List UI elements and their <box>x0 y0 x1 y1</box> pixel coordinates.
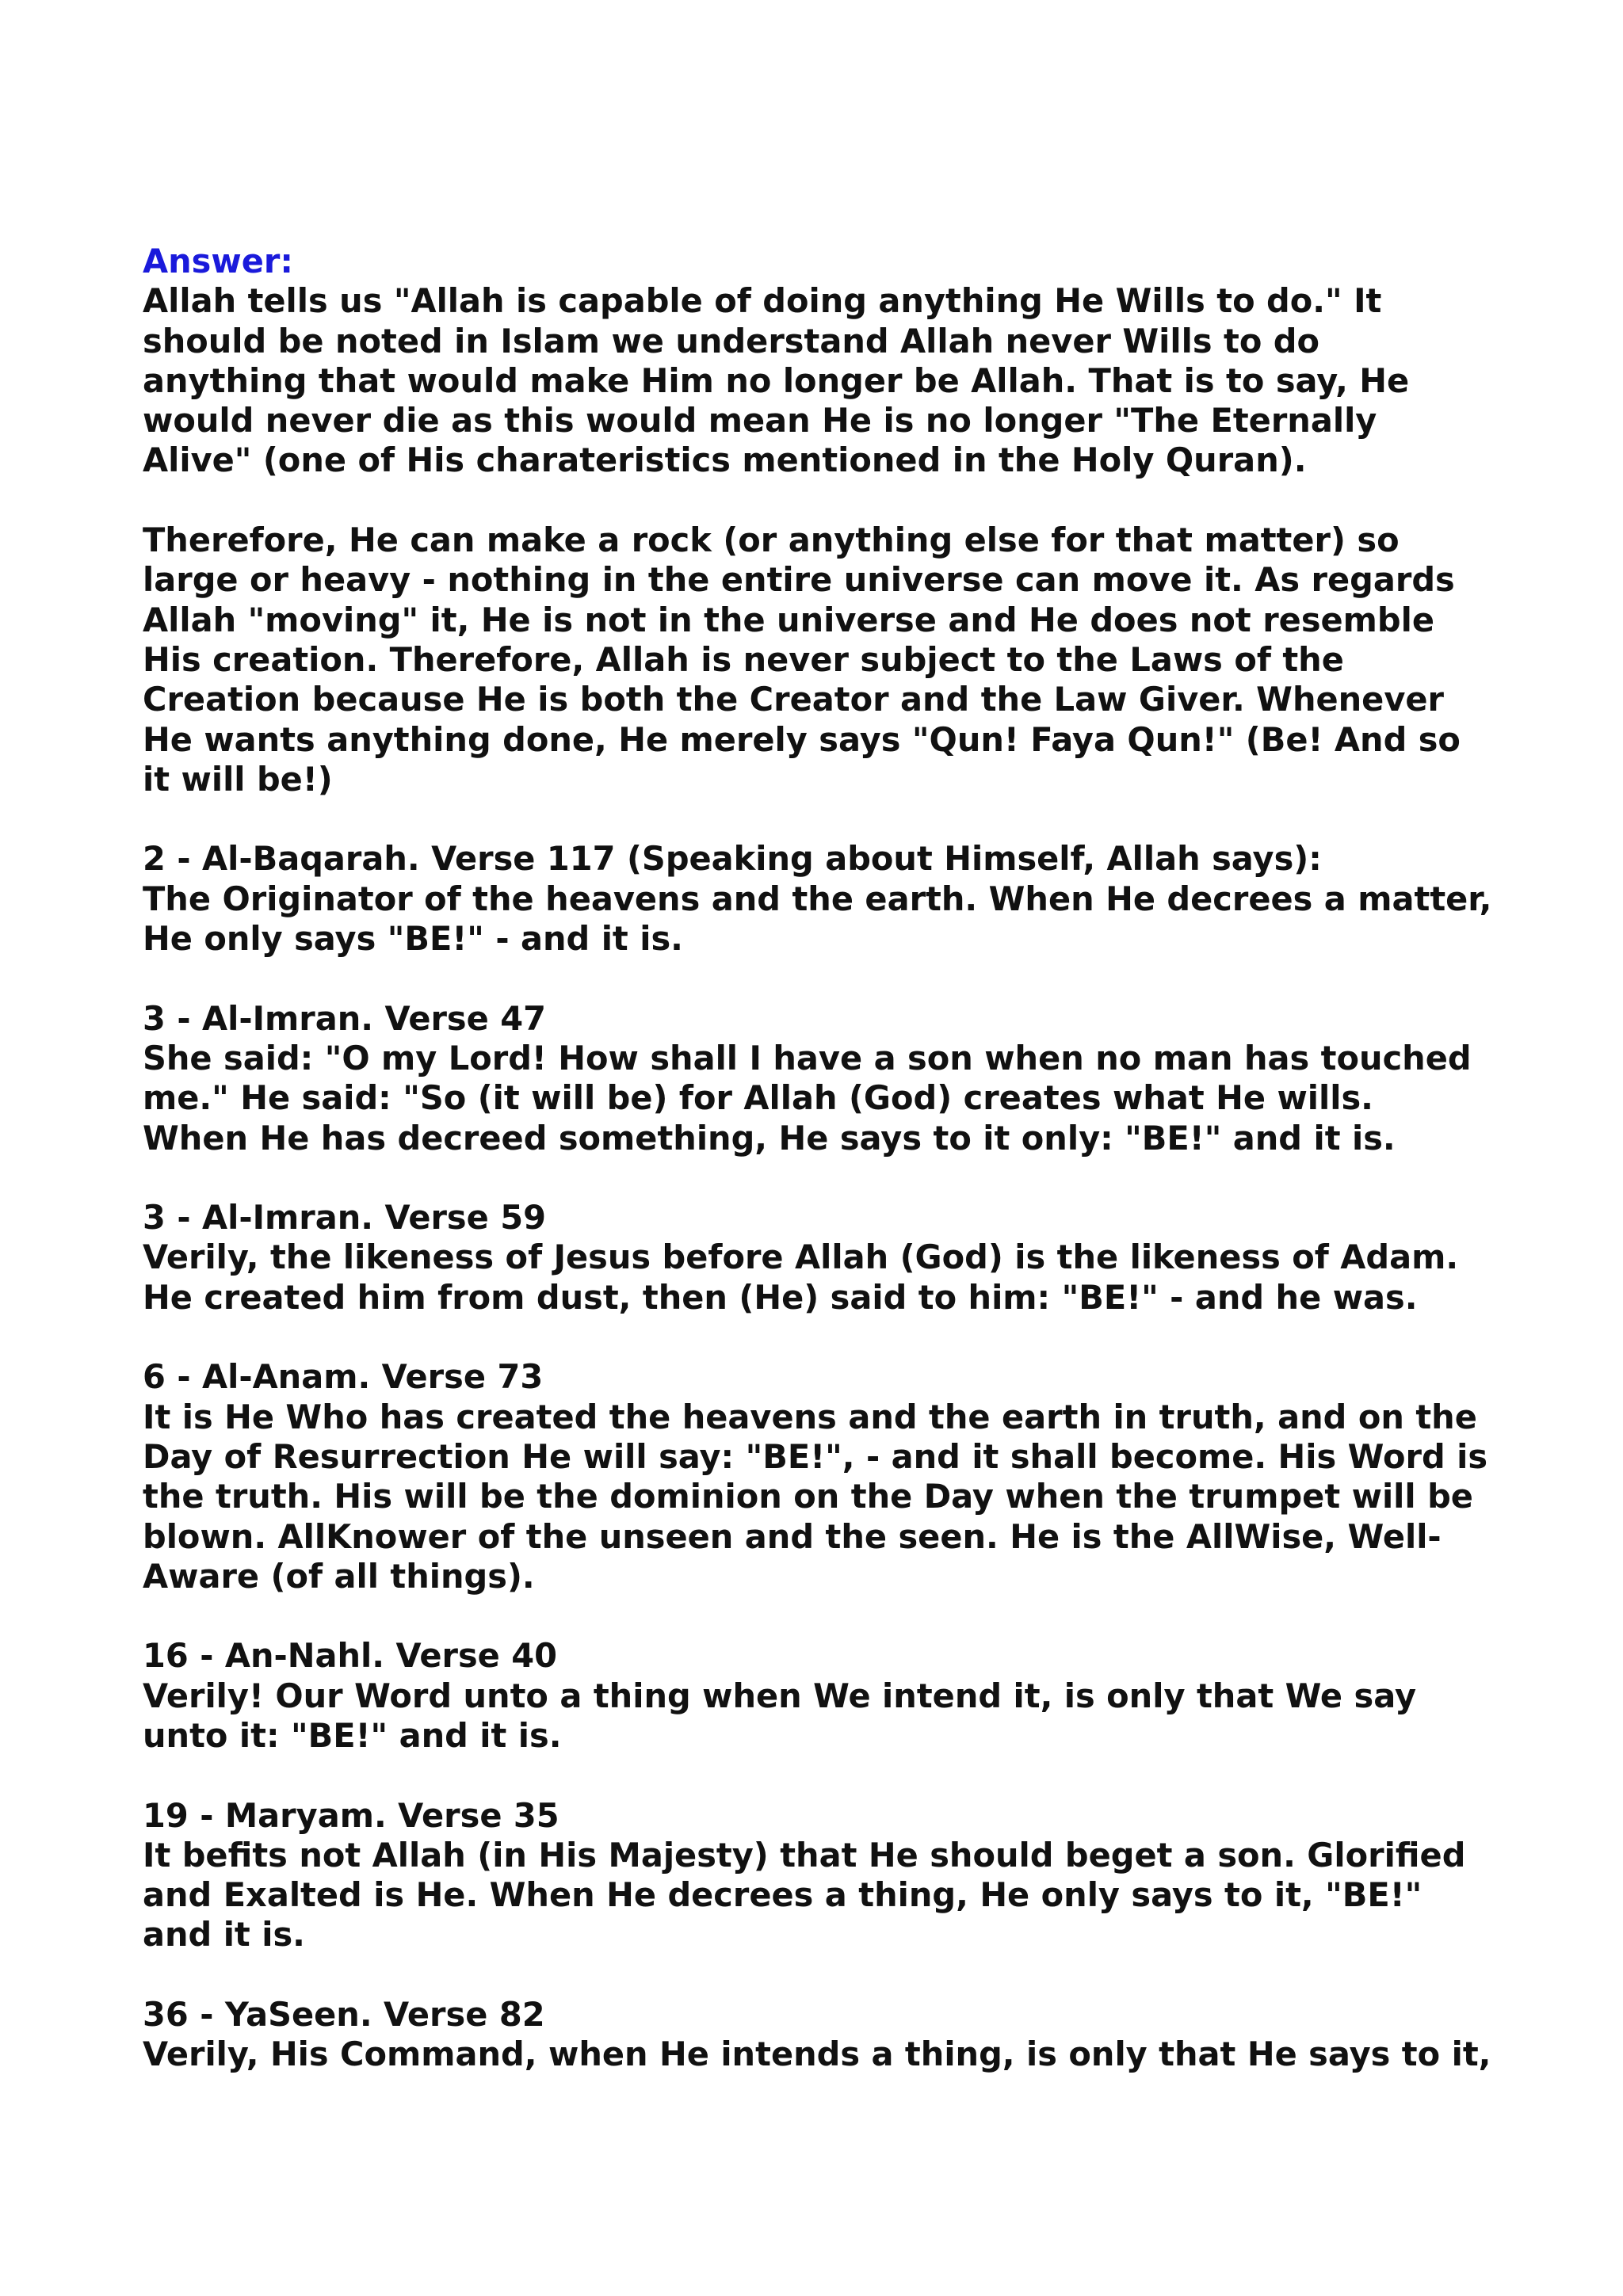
verse-text-line: She said: "O my Lord! How shall I have a son when no man has touched <box>143 1038 1472 1077</box>
text-line: He wants anything done, He merely says "Qun! Faya Qun!" (Be! And so <box>143 719 1461 759</box>
verse-text-line: He created him from dust, then (He) said to him: "BE!" - and he was. <box>143 1277 1418 1317</box>
verse-heading: 16 - An-Nahl. Verse 40 <box>143 1636 557 1676</box>
verse-text-line: It befits not Allah (in His Majesty) that He should beget a son. Glorified <box>143 1835 1466 1875</box>
text-line: Alive" (one of His charateristics mentioned in the Holy Quran). <box>143 441 1307 480</box>
verse-text-line: Verily, His Command, when He intends a thing, is only that He says to it, <box>143 2035 1491 2074</box>
verse-heading: 2 - Al-Baqarah. Verse 117 (Speaking about Himself, Allah says): <box>143 839 1322 879</box>
verse-text-line: blown. AllKnower of the unseen and the seen. He is the AllWise, Well- <box>143 1516 1442 1556</box>
verse-text-line: Verily! Our Word unto a thing when We intend it, is only that We say <box>143 1676 1416 1715</box>
verse-block-yaseen-82 <box>143 1995 1537 2075</box>
verse-text-line: me." He said: "So (it will be) for Allah (God) creates what He wills. <box>143 1078 1373 1118</box>
paragraph-gap <box>143 1596 1537 1636</box>
paragraph-gap <box>143 1955 1537 1995</box>
paragraph-gap <box>143 1158 1537 1198</box>
text-line: Allah "moving" it, He is not in the universe and He does not resemble <box>143 600 1434 639</box>
paragraph-gap <box>143 1318 1537 1357</box>
verse-text-line: and Exalted is He. When He decrees a thing, He only says to it, "BE!" <box>143 1875 1423 1915</box>
verse-text-line: The Originator of the heavens and the earth. When He decrees a matter, <box>143 879 1492 918</box>
verse-text-line: He only says "BE!" - and it is. <box>143 919 683 959</box>
verse-text-line: and it is. <box>143 1915 305 1955</box>
answer-label: Answer: <box>143 242 293 280</box>
document-page <box>143 242 1537 2075</box>
paragraph-gap <box>143 481 1537 521</box>
text-line: anything that would make Him no longer be Allah. That is to say, He <box>143 360 1410 400</box>
verse-block-al-baqarah-117 <box>143 839 1537 959</box>
verse-heading: 3 - Al-Imran. Verse 47 <box>143 998 546 1038</box>
verse-text-line: the truth. His will be the dominion on the Day when the trumpet will be <box>143 1477 1473 1516</box>
text-line: Creation because He is both the Creator and the Law Giver. Whenever <box>143 680 1444 719</box>
verse-block-al-imran-59 <box>143 1198 1537 1318</box>
text-line: Therefore, He can make a rock (or anything else for that matter) so <box>143 521 1400 560</box>
verse-block-maryam-35 <box>143 1796 1537 1955</box>
text-line: it will be!) <box>143 759 333 799</box>
text-line: should be noted in Islam we understand Allah never Wills to do <box>143 321 1320 360</box>
text-line: His creation. Therefore, Allah is never subject to the Laws of the <box>143 639 1344 679</box>
verse-heading: 3 - Al-Imran. Verse 59 <box>143 1198 546 1238</box>
text-line: would never die as this would mean He is no longer "The Eternally <box>143 401 1377 441</box>
paragraph-gap <box>143 799 1537 839</box>
paragraph-gap <box>143 959 1537 998</box>
verse-text-line: Verily, the likeness of Jesus before Allah (God) is the likeness of Adam. <box>143 1238 1459 1277</box>
paragraph-intro <box>143 281 1537 480</box>
verse-heading: 36 - YaSeen. Verse 82 <box>143 1995 545 2035</box>
verse-text-line: unto it: "BE!" and it is. <box>143 1715 562 1755</box>
verse-block-al-anam-73 <box>143 1357 1537 1596</box>
verse-heading: 19 - Maryam. Verse 35 <box>143 1795 559 1835</box>
verse-text-line: Day of Resurrection He will say: "BE!", - and it shall become. His Word is <box>143 1436 1488 1476</box>
paragraph-rock <box>143 521 1537 799</box>
verse-text-line: Aware (of all things). <box>143 1556 535 1596</box>
verse-block-an-nahl-40 <box>143 1636 1537 1756</box>
text-line: Allah tells us "Allah is capable of doing anything He Wills to do." It <box>143 281 1382 321</box>
text-line: large or heavy - nothing in the entire universe can move it. As regards <box>143 560 1455 600</box>
verse-text-line: It is He Who has created the heavens and the earth in truth, and on the <box>143 1397 1477 1436</box>
verse-text-line: When He has decreed something, He says to it only: "BE!" and it is. <box>143 1118 1396 1158</box>
paragraph-gap <box>143 1756 1537 1795</box>
verse-heading: 6 - Al-Anam. Verse 73 <box>143 1357 544 1397</box>
verse-block-al-imran-47 <box>143 999 1537 1158</box>
